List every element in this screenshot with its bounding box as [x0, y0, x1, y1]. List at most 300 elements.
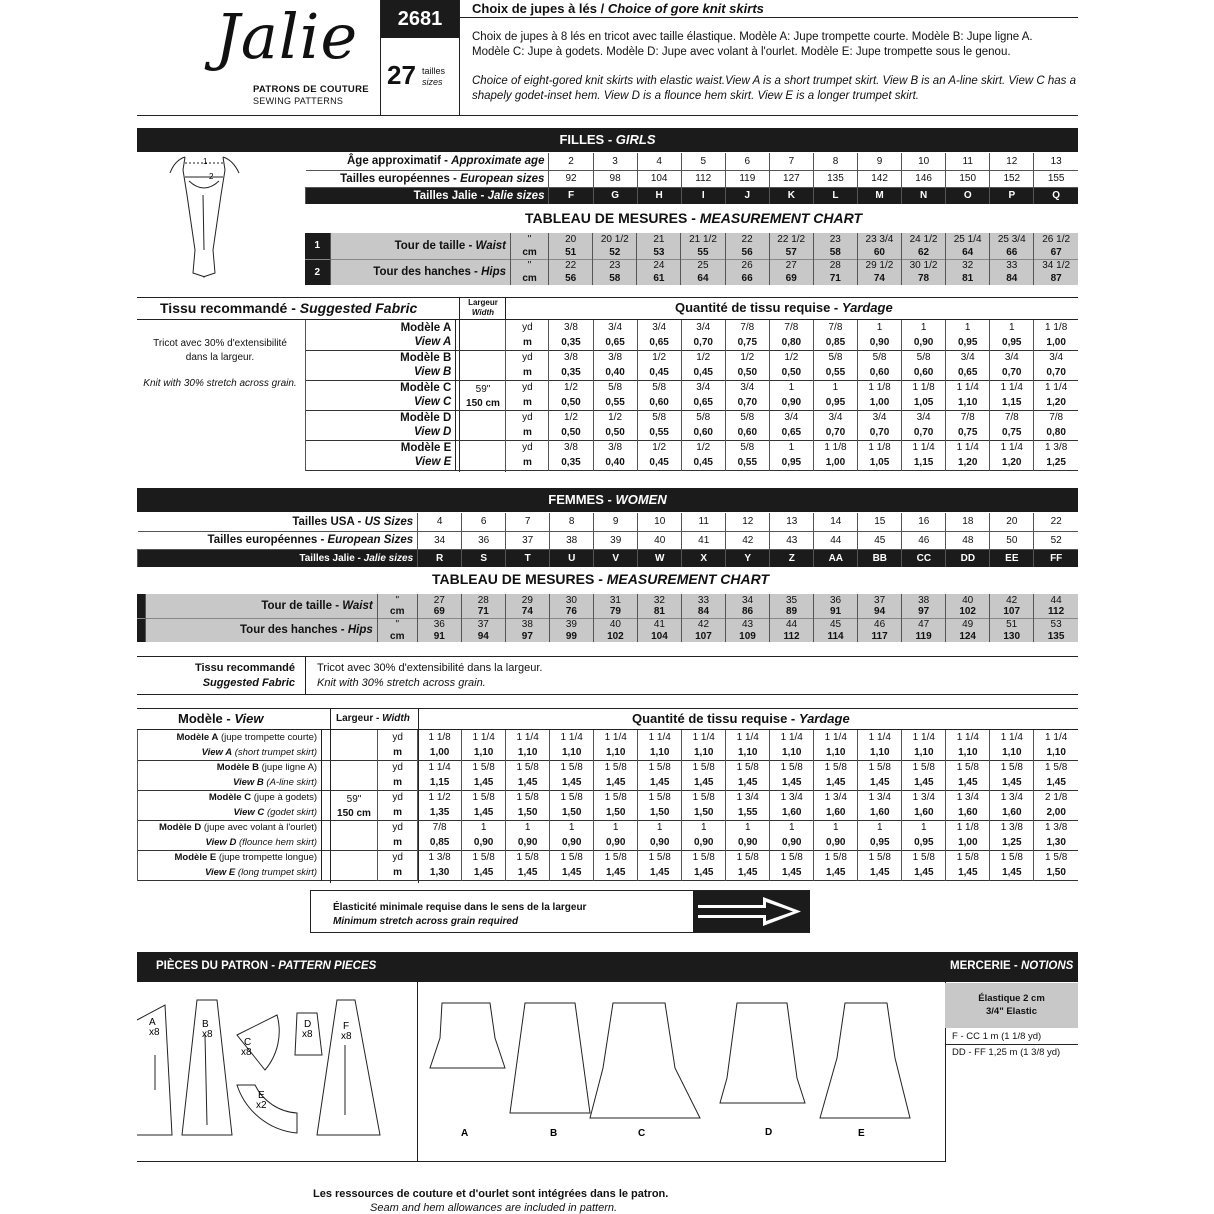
eu-size-cell: 44: [814, 531, 858, 549]
yd-cell: 1/2: [769, 350, 813, 365]
m-cell: 0,45: [637, 455, 681, 470]
m-cell: 0,60: [902, 365, 946, 380]
women-us-label: Tailles USA - US Sizes: [292, 515, 414, 528]
yd-cell: 1 3/8: [990, 820, 1034, 835]
fig-num-2: 2: [209, 172, 214, 181]
hips-cm-cell: 112: [770, 630, 814, 642]
m-cell: 0,55: [813, 365, 857, 380]
eu-size-cell: 39: [594, 531, 638, 549]
sizes-fr: tailles: [422, 66, 446, 76]
yd-cell: 1 5/8: [594, 790, 638, 805]
m-cell: 0,95: [946, 335, 990, 350]
m-cell: 0,45: [637, 365, 681, 380]
waist-cm-cell: 89: [770, 606, 814, 618]
m-cell: 2,00: [1034, 805, 1078, 820]
m-cell: 1,10: [726, 745, 770, 760]
unit-m: m: [378, 865, 418, 880]
waist-in-cell: 25 3/4: [990, 233, 1034, 246]
m-cell: 1,15: [990, 395, 1034, 410]
jalie-size-cell: DD: [946, 549, 990, 567]
yd-cell: 1 1/4: [990, 380, 1034, 395]
yd-cell: 1 1/4: [946, 440, 990, 455]
eu-size-cell: 40: [638, 531, 682, 549]
yd-cell: 1 3/4: [990, 790, 1034, 805]
jalie-size-cell: CC: [902, 549, 946, 567]
waist-cm-cell: 53: [637, 246, 681, 259]
waist-in-cell: 37: [858, 594, 902, 606]
women-view-3-en: View D (flounce hem skirt): [138, 835, 322, 850]
pattern-number-box: [380, 0, 460, 115]
m-cell: 1,45: [462, 805, 506, 820]
yd-cell: 1 1/8: [902, 380, 946, 395]
yd-cell: 5/8: [725, 440, 769, 455]
unit-in: ": [377, 618, 417, 630]
yd-cell: 5/8: [681, 410, 725, 425]
waist-cm-cell: 81: [637, 606, 681, 618]
yd-cell: 1 1/4: [506, 730, 550, 745]
view-label-a: A: [461, 1128, 469, 1139]
yd-cell: 1 3/8: [1034, 440, 1078, 455]
women-width-header: Largeur - Width: [336, 713, 410, 724]
yd-cell: 1 5/8: [946, 760, 990, 775]
hips-in-cell: 44: [770, 618, 814, 630]
hips-in-cell: 41: [637, 618, 681, 630]
girls-fabric-title: Tissu recommandé - Suggested Fabric: [160, 300, 418, 316]
yd-cell: 3/8: [549, 320, 593, 335]
yd-cell: 1 5/8: [1034, 760, 1078, 775]
women-view-4-fr: Modèle E (jupe trompette longue): [138, 850, 322, 865]
yd-cell: 1/2: [637, 350, 681, 365]
yd-cell: 2 1/8: [1034, 790, 1078, 805]
title-fr: Choix de jupes à lés /: [472, 1, 605, 16]
waist-in-cell: 26 1/2: [1034, 233, 1078, 246]
girls-view-4-fr: Modèle E: [306, 440, 456, 455]
unit-cm: cm: [377, 606, 417, 618]
yd-cell: 1 1/4: [990, 730, 1034, 745]
yd-cell: 1 5/8: [814, 760, 858, 775]
m-cell: 0,40: [593, 365, 637, 380]
m-cell: 1,45: [506, 775, 550, 790]
women-view-1-fr: Modèle B (jupe ligne A): [138, 760, 322, 775]
m-cell: 0,90: [726, 835, 770, 850]
unit-m: m: [506, 425, 549, 440]
stretch-box: [310, 890, 810, 933]
yd-cell: 3/8: [593, 440, 637, 455]
age-cell: 5: [681, 153, 725, 170]
age-cell: 8: [813, 153, 857, 170]
m-cell: 1,10: [462, 745, 506, 760]
m-cell: 1,45: [1034, 775, 1078, 790]
hips-in-cell: 36: [417, 618, 461, 630]
yd-cell: 1 1/4: [726, 730, 770, 745]
hips-in-cell: 32: [946, 259, 990, 272]
yd-cell: 1 3/4: [814, 790, 858, 805]
eu-size-cell: 41: [682, 531, 726, 549]
hips-in-cell: 47: [902, 618, 946, 630]
age-cell: 10: [902, 153, 946, 170]
hips-cm-cell: 97: [505, 630, 549, 642]
m-cell: 0,60: [725, 425, 769, 440]
m-cell: 1,55: [726, 805, 770, 820]
skirt-views-diagram: [425, 998, 940, 1148]
waist-cm-cell: 69: [417, 606, 461, 618]
m-cell: 1,35: [418, 805, 462, 820]
waist-cm-cell: 79: [593, 606, 637, 618]
us-size-cell: 15: [858, 513, 902, 531]
hips-cm-cell: 74: [857, 272, 901, 285]
m-cell: 1,45: [594, 865, 638, 880]
m-cell: 1,25: [990, 835, 1034, 850]
m-cell: 1,10: [990, 745, 1034, 760]
age-cell: 3: [593, 153, 637, 170]
description-en: Choice of eight-gored knit skirts with elastic waist.View A is a short trumpet skirt. View B is an A-line skirt. View C has a shapely godet-inset hem. View D is a flounce hem skirt. View E is a longer trumpet skirt.: [472, 75, 1076, 102]
eu-size-cell: 135: [813, 170, 857, 187]
piece-e-shape: [237, 1085, 297, 1133]
yd-cell: 1 5/8: [462, 760, 506, 775]
waist-cm-cell: 71: [461, 606, 505, 618]
waist-in-cell: 40: [946, 594, 990, 606]
eu-size-cell: 119: [725, 170, 769, 187]
women-view-header: Modèle - View: [178, 711, 264, 726]
girls-bar-en: GIRLS: [615, 132, 656, 147]
m-cell: 1,50: [506, 805, 550, 820]
yd-cell: 3/4: [769, 410, 813, 425]
unit-yd: yd: [378, 730, 418, 745]
m-cell: 0,90: [462, 835, 506, 850]
m-cell: 1,45: [990, 865, 1034, 880]
stretch-text: Élasticité minimale requise dans le sens de la largeur Minimum stretch across grain required: [333, 902, 587, 927]
hips-cm-cell: 117: [858, 630, 902, 642]
girls-view-2-fr: Modèle C: [306, 380, 456, 395]
women-yardage-title: Quantité de tissu requise - Yardage: [632, 711, 850, 726]
m-cell: 0,95: [769, 455, 813, 470]
yd-cell: 7/8: [813, 320, 857, 335]
m-cell: 0,95: [858, 835, 902, 850]
hips-cm-cell: 56: [549, 272, 593, 285]
waist-cm-cell: 91: [814, 606, 858, 618]
m-cell: 1,45: [858, 775, 902, 790]
waist-in-cell: 21: [637, 233, 681, 246]
yd-cell: 1 3/4: [902, 790, 946, 805]
girls-bar: [137, 128, 1078, 152]
m-cell: 1,15: [418, 775, 462, 790]
unit-yd: yd: [378, 790, 418, 805]
m-cell: 1,45: [902, 865, 946, 880]
m-cell: 1,00: [418, 745, 462, 760]
piece-c-qty: x8: [241, 1047, 252, 1058]
notions-row2: DD - FF 1,25 m (1 3/8 yd): [952, 1047, 1061, 1058]
eu-size-cell: 43: [770, 531, 814, 549]
unit-in: ": [377, 594, 417, 606]
women-view-0-fr: Modèle A (jupe trompette courte): [138, 730, 322, 745]
yd-cell: 5/8: [858, 350, 902, 365]
piece-f-label: F: [343, 1021, 350, 1032]
yd-cell: 1 3/4: [726, 790, 770, 805]
m-cell: 1,60: [902, 805, 946, 820]
m-cell: 0,90: [770, 835, 814, 850]
yd-cell: 1 1/4: [462, 730, 506, 745]
girls-jalie-label: Tailles Jalie - Jalie sizes: [306, 187, 549, 204]
m-cell: 1,10: [550, 745, 594, 760]
m-cell: 0,70: [902, 425, 946, 440]
yd-cell: 1 5/8: [462, 790, 506, 805]
view-label-c: C: [638, 1128, 646, 1139]
hips-cm-cell: 91: [417, 630, 461, 642]
girls-view-1-en: View B: [306, 365, 456, 380]
us-size-cell: 9: [594, 513, 638, 531]
yd-cell: 1 5/8: [726, 760, 770, 775]
m-cell: 1,30: [1034, 835, 1078, 850]
hips-cm-cell: 104: [637, 630, 681, 642]
women-jalie-label: Tailles Jalie - Jalie sizes: [138, 549, 418, 567]
unit-m: m: [378, 805, 418, 820]
m-cell: 1,45: [682, 775, 726, 790]
yd-cell: 1 5/8: [638, 760, 682, 775]
yd-cell: 1 3/4: [770, 790, 814, 805]
us-size-cell: 20: [990, 513, 1034, 531]
unit-m: m: [506, 335, 549, 350]
m-cell: 1,45: [462, 865, 506, 880]
hips-in-cell: 42: [681, 618, 725, 630]
us-size-cell: 13: [770, 513, 814, 531]
waist-cm-cell: 64: [946, 246, 990, 259]
yd-cell: 1/2: [593, 410, 637, 425]
unit-yd: yd: [506, 380, 549, 395]
girls-measure-table: [305, 233, 1078, 285]
yd-cell: 1 1/4: [946, 730, 990, 745]
yd-cell: 1 1/4: [814, 730, 858, 745]
waist-in-cell: 27: [417, 594, 461, 606]
unit-yd: yd: [506, 440, 549, 455]
pieces-title: PIÈCES DU PATRON - PATTERN PIECES: [156, 960, 377, 972]
m-cell: 0,45: [681, 455, 725, 470]
hips-in-cell: 22: [549, 259, 593, 272]
jalie-size-cell: L: [813, 187, 857, 204]
yd-cell: 1 1/8: [858, 380, 902, 395]
m-cell: 0,75: [990, 425, 1034, 440]
m-cell: 1,45: [550, 865, 594, 880]
jalie-size-cell: X: [682, 549, 726, 567]
waist-cm-cell: 52: [593, 246, 637, 259]
m-cell: 1,00: [946, 835, 990, 850]
m-cell: 1,25: [1034, 455, 1078, 470]
m-cell: 0,45: [681, 365, 725, 380]
m-cell: 0,55: [637, 425, 681, 440]
unit-m: m: [378, 745, 418, 760]
girls-yardage-table: [305, 320, 1078, 471]
m-cell: 1,20: [1034, 395, 1078, 410]
yd-cell: 1 5/8: [770, 850, 814, 865]
waist-cm-cell: 57: [769, 246, 813, 259]
yd-cell: 3/8: [549, 350, 593, 365]
title-box: [460, 0, 1078, 115]
eu-size-cell: 52: [1034, 531, 1078, 549]
hips-cm-cell: 119: [902, 630, 946, 642]
m-cell: 1,60: [946, 805, 990, 820]
women-hips-label: Tour des hanches - Hips: [145, 618, 377, 642]
yd-cell: 1: [462, 820, 506, 835]
yd-cell: 1 1/8: [1034, 320, 1078, 335]
stretch-arrow-icon: [693, 891, 810, 932]
eu-size-cell: 36: [462, 531, 506, 549]
m-cell: 0,70: [1034, 365, 1078, 380]
yd-cell: 1: [946, 320, 990, 335]
m-cell: 1,45: [946, 775, 990, 790]
m-cell: 1,10: [638, 745, 682, 760]
girls-bar-fr: FILLES -: [559, 132, 613, 147]
eu-size-cell: 155: [1034, 170, 1078, 187]
yd-cell: 1 5/8: [682, 790, 726, 805]
view-label-d: D: [765, 1127, 773, 1138]
eu-size-cell: 150: [946, 170, 990, 187]
yd-cell: 1 5/8: [506, 850, 550, 865]
m-cell: 1,10: [506, 745, 550, 760]
piece-c-label: C: [244, 1037, 252, 1048]
m-cell: 1,05: [858, 455, 902, 470]
yd-cell: 1: [858, 320, 902, 335]
eu-size-cell: 127: [769, 170, 813, 187]
girls-width-header: Largeur Width: [468, 298, 498, 317]
m-cell: 1,10: [946, 395, 990, 410]
yd-cell: 1 5/8: [858, 850, 902, 865]
yd-cell: 1: [550, 820, 594, 835]
yd-cell: 1 1/4: [638, 730, 682, 745]
age-cell: 9: [858, 153, 902, 170]
yd-cell: 1 5/8: [506, 790, 550, 805]
girls-size-table: [305, 153, 1078, 204]
hips-in-cell: 45: [814, 618, 858, 630]
yd-cell: 1 5/8: [462, 850, 506, 865]
us-size-cell: 6: [462, 513, 506, 531]
m-cell: 1,45: [946, 865, 990, 880]
yd-cell: 1 1/4: [902, 440, 946, 455]
yd-cell: 1: [682, 820, 726, 835]
hips-in-cell: 27: [769, 259, 813, 272]
eu-size-cell: 45: [858, 531, 902, 549]
yd-cell: 3/8: [549, 440, 593, 455]
piece-b-label: B: [202, 1019, 209, 1030]
eu-size-cell: 152: [990, 170, 1034, 187]
yd-cell: 1/2: [637, 440, 681, 455]
yd-cell: 1 1/4: [418, 760, 462, 775]
girls-age-label: Âge approximatif - Approximate age: [346, 155, 545, 168]
yd-cell: 3/8: [593, 350, 637, 365]
yd-cell: 1: [726, 820, 770, 835]
m-cell: 0,90: [902, 335, 946, 350]
m-cell: 1,45: [726, 775, 770, 790]
m-cell: 1,10: [946, 745, 990, 760]
unit-cm: cm: [511, 246, 549, 259]
yd-cell: 1 5/8: [902, 850, 946, 865]
unit-in: ": [511, 233, 549, 246]
women-fabric-desc: Tricot avec 30% d'extensibilité dans la largeur. Knit with 30% stretch across grain.: [317, 662, 543, 689]
yd-cell: 1 5/8: [550, 790, 594, 805]
yd-cell: 1: [506, 820, 550, 835]
m-cell: 0,55: [593, 395, 637, 410]
yd-cell: 1/2: [549, 380, 593, 395]
m-cell: 0,50: [593, 425, 637, 440]
waist-in-cell: 28: [461, 594, 505, 606]
m-cell: 0,70: [681, 335, 725, 350]
hips-cm-cell: 61: [637, 272, 681, 285]
yd-cell: 1: [990, 320, 1034, 335]
girls-hips-label: Tour des hanches - Hips: [330, 259, 510, 285]
women-bar: FEMMES - WOMEN: [137, 488, 1078, 512]
age-cell: 6: [725, 153, 769, 170]
unit-yd: yd: [378, 820, 418, 835]
waist-cm-cell: 58: [813, 246, 857, 259]
waist-in-cell: 31: [593, 594, 637, 606]
m-cell: 1,45: [550, 775, 594, 790]
waist-in-cell: 30: [549, 594, 593, 606]
m-cell: 0,75: [946, 425, 990, 440]
waist-cm-cell: 94: [858, 606, 902, 618]
notions-title: MERCERIE - NOTIONS: [950, 960, 1074, 972]
eu-size-cell: 42: [726, 531, 770, 549]
jalie-size-cell: M: [858, 187, 902, 204]
waist-in-cell: 29: [505, 594, 549, 606]
yd-cell: 3/4: [637, 320, 681, 335]
waist-in-cell: 21 1/2: [681, 233, 725, 246]
m-cell: 1,00: [813, 455, 857, 470]
eu-size-cell: 98: [593, 170, 637, 187]
yd-cell: 1 5/8: [682, 850, 726, 865]
sizes-en: sizes: [422, 77, 443, 87]
girls-fabric-desc: Tricot avec 30% d'extensibilité dans la largeur. Knit with 30% stretch across grain.: [143, 338, 297, 389]
jalie-size-cell: AA: [814, 549, 858, 567]
girls-hips-num: 2: [305, 259, 330, 285]
m-cell: 1,10: [1034, 745, 1078, 760]
yd-cell: 1 1/8: [418, 730, 462, 745]
waist-in-cell: 32: [637, 594, 681, 606]
m-cell: 1,60: [858, 805, 902, 820]
m-cell: 1,00: [858, 395, 902, 410]
m-cell: 0,70: [725, 395, 769, 410]
hips-in-cell: 28: [813, 259, 857, 272]
m-cell: 1,45: [506, 865, 550, 880]
women-yardage-table: [137, 730, 1078, 881]
title-en: Choice of gore knit skirts: [607, 1, 764, 16]
m-cell: 1,10: [902, 745, 946, 760]
women-eu-label: Tailles européennes - European Sizes: [207, 534, 414, 546]
women-view-2-fr: Modèle C (jupe à godets): [138, 790, 322, 805]
us-size-cell: 10: [638, 513, 682, 531]
yd-cell: 1 1/4: [1034, 730, 1078, 745]
hips-in-cell: 38: [505, 618, 549, 630]
yd-cell: 7/8: [769, 320, 813, 335]
logo-line1: PATRONS DE COUTURE: [253, 84, 369, 95]
us-size-cell: 12: [726, 513, 770, 531]
piece-a-label: A: [149, 1017, 156, 1028]
women-measure-table: [137, 594, 1078, 642]
women-view-1-en: View B (A-line skirt): [138, 775, 322, 790]
hips-in-cell: 49: [946, 618, 990, 630]
m-cell: 1,00: [1034, 335, 1078, 350]
waist-in-cell: 35: [770, 594, 814, 606]
m-cell: 0,55: [725, 455, 769, 470]
hips-cm-cell: 69: [769, 272, 813, 285]
women-view-2-en: View C (godet skirt): [138, 805, 322, 820]
yd-cell: 3/4: [858, 410, 902, 425]
yd-cell: 1 5/8: [990, 760, 1034, 775]
yd-cell: 5/8: [725, 410, 769, 425]
pattern-title: [460, 0, 1078, 18]
yd-cell: 1: [813, 380, 857, 395]
girl-figure-icon: [165, 155, 245, 285]
yd-cell: 7/8: [418, 820, 462, 835]
yd-cell: 1 3/8: [1034, 820, 1078, 835]
piece-b-qty: x8: [202, 1029, 213, 1040]
